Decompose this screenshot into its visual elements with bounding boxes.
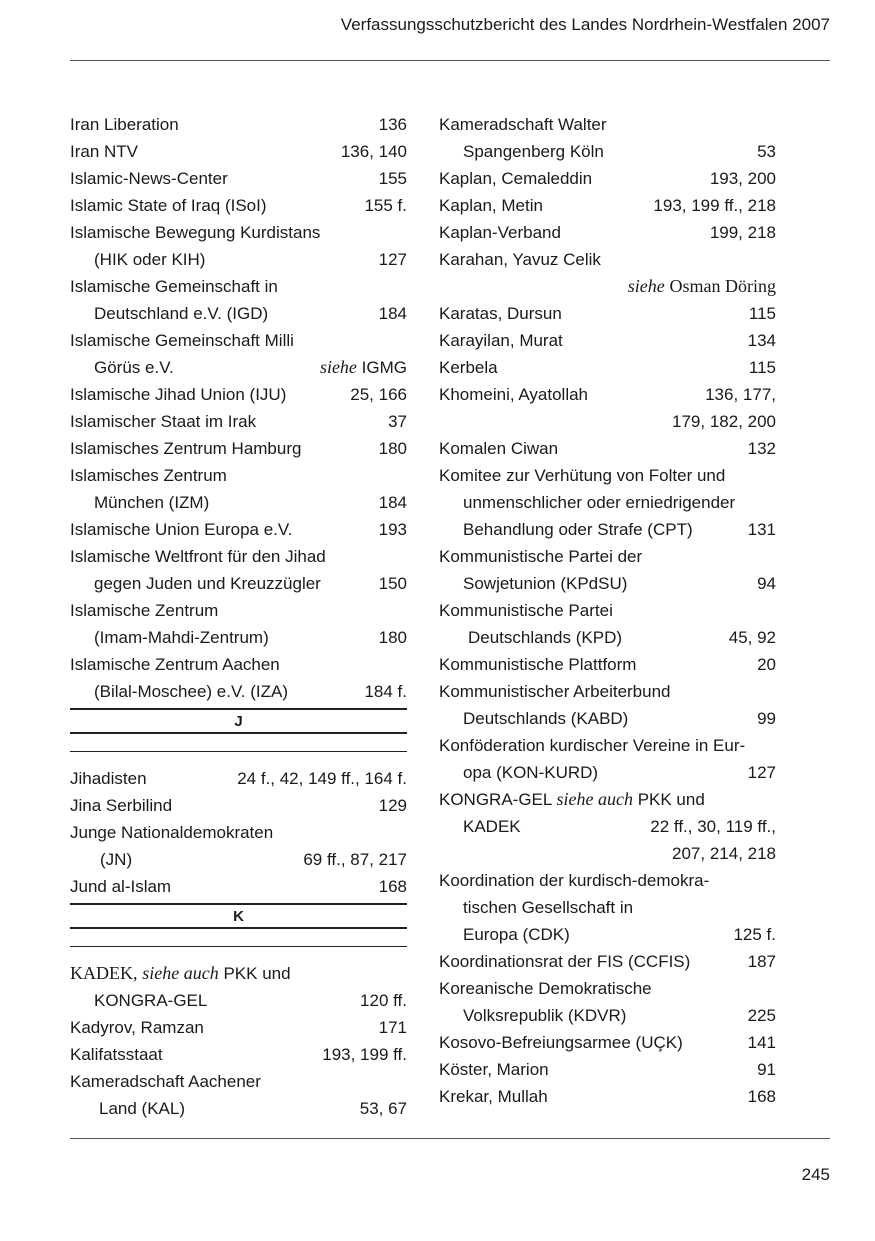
page-ref: 184 [378,304,407,323]
page-ref: 171 [378,1018,407,1037]
index-entry-continuation [70,354,407,381]
index-entry [439,543,776,570]
page-ref: 150 [378,574,407,593]
index-entry [70,1014,407,1041]
entry-text: Kaplan, Cemaleddin [439,169,593,188]
index-entry [439,1056,776,1083]
index-entry [70,543,407,570]
entry-text: Komalen Ciwan [439,439,559,458]
entry-text: Islamische Union Europa e.V. [70,520,293,539]
index-entry [439,192,776,219]
entry-text: unmenschlicher oder erniedrigender [463,493,736,512]
page-ref: 131 [747,520,776,539]
entry-text: Kalifatsstaat [70,1045,163,1064]
page-ref [628,273,776,300]
page-ref: 207, 214, 218 [672,844,776,863]
entry-text: Islamic State of Iraq (ISoI) [70,196,267,215]
index-entry-continuation [439,489,776,516]
index-entry [70,873,407,900]
index-entry [70,165,407,192]
page-ref: 136, 140 [340,142,407,161]
entry-text: KADEK [463,817,521,836]
entry-text: KADEK, [70,963,138,983]
page-ref: 127 [747,763,776,782]
index-entry-continuation [439,273,776,300]
index-entry [70,651,407,678]
entry-text: tischen Gesellschaft in [463,898,634,917]
page-ref: 193, 200 [709,169,776,188]
index-entry [439,975,776,1002]
page-ref: 53 [757,142,776,161]
index-entry-continuation [70,678,407,705]
siehe-reference: siehe [627,276,665,296]
index-entry-continuation [439,138,776,165]
index-entry [70,462,407,489]
page-ref: 155 f. [364,196,407,215]
entry-text: Iran Liberation [70,115,179,134]
index-entry-continuation [439,759,776,786]
entry-text: Kaplan, Metin [439,196,543,215]
index-entry [439,435,776,462]
entry-text: Islamic-News-Center [70,169,228,188]
entry-text: Kommunistische Partei der [439,547,643,566]
page-ref: 25, 166 [350,385,407,404]
entry-text: Kosovo-Befreiungsarmee (UÇK) [439,1033,683,1052]
page-ref: 193, 199 ff., 218 [653,196,776,215]
index-entry [70,219,407,246]
index-entry-continuation [70,624,407,651]
entry-text: Jihadisten [70,769,147,788]
index-entry-continuation [70,1095,407,1122]
entry-text: KONGRA-GEL [439,790,552,809]
index-entry [439,678,776,705]
page-ref: 99 [757,709,776,728]
index-entry [439,1029,776,1056]
entry-text: Behandlung oder Strafe (CPT) [463,520,693,539]
page-ref: 168 [378,877,407,896]
index-entry-continuation [439,624,776,651]
entry-text: Kadyrov, Ramzan [70,1018,204,1037]
entry-text: Islamisches Zentrum [70,466,227,485]
index-entry-continuation [70,300,407,327]
index-entry [70,327,407,354]
index-column-left [70,111,407,1122]
siehe-reference: siehe [319,357,357,377]
page-ref: 22 ff., 30, 119 ff., [650,817,776,836]
entry-text: Kerbela [439,358,498,377]
entry-text: Islamische Zentrum [70,601,219,620]
entry-text: Köster, Marion [439,1060,549,1079]
page-ref: 136, 177, [705,385,776,404]
entry-text: Deutschlands (KPD) [468,628,623,647]
index-entry [439,246,776,273]
page-ref: 141 [747,1033,776,1052]
index-entry [70,960,407,987]
index-entry-continuation [439,570,776,597]
page-ref: 127 [378,250,407,269]
entry-text: Deutschlands (KABD) [463,709,629,728]
index-entry-continuation [70,987,407,1014]
entry-text: (JN) [100,850,133,869]
entry-text: Sowjetunion (KPdSU) [463,574,628,593]
entry-text: Karahan, Yavuz Celik [439,250,601,269]
index-entry [70,408,407,435]
entry-text: Kommunistischer Arbeiterbund [439,682,671,701]
index-entry [439,1083,776,1110]
page-ref: 225 [747,1006,776,1025]
index-entry [70,819,407,846]
running-header: Verfassungsschutzbericht des Landes Nordrhein-Westfalen 2007 [340,15,830,34]
entry-text: Islamische Weltfront für den Jihad [70,547,326,566]
entry-text: Jina Serbilind [70,796,173,815]
index-entry [70,381,407,408]
index-entry [439,354,776,381]
index-entry-continuation [439,1002,776,1029]
index-entry-continuation [439,516,776,543]
entry-text: Islamisches Zentrum Hamburg [70,439,302,458]
entry-text: KONGRA-GEL [94,991,208,1010]
index-entry [439,597,776,624]
entry-text: Krekar, Mullah [439,1087,548,1106]
index-entry-continuation [439,840,776,867]
page-ref: 184 [378,493,407,512]
entry-text: (Bilal-Moschee) e.V. (IZA) [94,682,288,701]
entry-text: Karayilan, Murat [439,331,563,350]
index-entry [70,765,407,792]
index-entry-continuation [439,408,776,435]
index-entry [439,381,776,408]
index-entry [439,867,776,894]
entry-text: Land (KAL) [99,1099,185,1118]
page-ref: 136 [378,115,407,134]
index-entry [70,111,407,138]
index-entry [70,597,407,624]
index-entry [70,1068,407,1095]
index-entry [439,165,776,192]
page-ref: 24 f., 42, 149 ff., 164 f. [237,769,407,788]
index-entry [70,138,407,165]
cross-ref-target: IGMG [361,358,407,377]
entry-text: Junge Nationaldemokraten [70,823,274,842]
page-ref [320,354,407,381]
entry-text: Europa (CDK) [463,925,570,944]
entry-text: Karatas, Dursun [439,304,562,323]
entry-text: (Imam-Mahdi-Zentrum) [94,628,269,647]
index-entry [70,273,407,300]
index-entry [439,462,776,489]
page-ref: 193, 199 ff. [322,1045,407,1064]
page-ref: 179, 182, 200 [672,412,776,431]
page-ref: 180 [378,439,407,458]
index-column-right [439,111,776,1110]
page-ref: 168 [747,1087,776,1106]
index-entry [439,219,776,246]
entry-text: München (IZM) [94,493,210,512]
section-letter: K [233,908,244,925]
index-entry-continuation [70,570,407,597]
entry-text: Görüs e.V. [94,358,174,377]
index-entry-continuation [70,489,407,516]
entry-text: Deutschland e.V. (IGD) [94,304,269,323]
entry-text: gegen Juden und Kreuzzügler [94,574,321,593]
index-entry-continuation [70,846,407,873]
page-ref: 91 [757,1060,776,1079]
page-ref: 184 f. [364,682,407,701]
page-ref: 132 [747,439,776,458]
entry-text: Khomeini, Ayatollah [439,385,589,404]
index-entry [70,192,407,219]
index-entry-continuation [439,921,776,948]
entry-text: (HIK oder KIH) [94,250,206,269]
page-ref: 180 [378,628,407,647]
cross-ref-target: PKK und [223,964,291,983]
section-letter-k [70,903,407,947]
entry-text: Volksrepublik (KDVR) [463,1006,627,1025]
page-ref: 134 [747,331,776,350]
index-entry [439,300,776,327]
index-entry [439,327,776,354]
siehe-auch-reference: siehe auch [556,789,633,809]
page-ref: 193 [378,520,407,539]
entry-text: Koordination der kurdisch-demokra- [439,871,710,890]
entry-text: opa (KON-KURD) [463,763,599,782]
page-ref: 155 [378,169,407,188]
entry-text: Kameradschaft Walter [439,115,607,134]
siehe-auch-reference: siehe auch [142,963,219,983]
entry-text: Spangenberg Köln [463,142,604,161]
entry-text: Komitee zur Verhütung von Folter und [439,466,726,485]
page-ref: 37 [388,412,407,431]
index-entry [439,948,776,975]
entry-text: Islamische Gemeinschaft in [70,277,278,296]
page-ref: 115 [748,358,776,377]
entry-text: Kaplan-Verband [439,223,561,242]
section-letter-j [70,708,407,752]
index-entry [70,1041,407,1068]
page-ref: 187 [747,952,776,971]
entry-text: Islamische Zentrum Aachen [70,655,280,674]
entry-text: Kameradschaft Aachener [70,1072,261,1091]
page-ref: 129 [378,796,407,815]
section-letter: J [234,713,243,730]
entry-text: Konföderation kurdischer Vereine in Eur- [439,736,746,755]
page-ref: 199, 218 [709,223,776,242]
index-entry [70,792,407,819]
page-ref: 69 ff., 87, 217 [303,850,407,869]
cross-ref-target: Osman Döring [669,276,776,296]
index-entry [439,651,776,678]
index-entry-continuation [439,894,776,921]
index-entry [439,732,776,759]
index-entry-continuation [70,246,407,273]
entry-text: Koordinationsrat der FIS (CCFIS) [439,952,691,971]
entry-text: Jund al-Islam [70,877,172,896]
entry-text: Islamische Bewegung Kurdistans [70,223,321,242]
index-entry-continuation [439,813,776,840]
page-ref: 20 [757,655,776,674]
page-ref: 53, 67 [359,1099,407,1118]
page-ref: 115 [748,304,776,323]
footer-divider [70,1138,830,1139]
cross-ref-target: PKK und [637,790,705,809]
page-ref: 125 f. [733,925,776,944]
page-ref: 120 ff. [360,991,407,1010]
header-divider [70,60,830,61]
page-ref: 94 [757,574,776,593]
index-entry [70,435,407,462]
page-number: 245 [801,1165,830,1184]
entry-text: Islamischer Staat im Irak [70,412,257,431]
entry-text: Islamische Gemeinschaft Milli [70,331,294,350]
index-entry [70,516,407,543]
entry-text: Kommunistische Plattform [439,655,637,674]
index-entry-continuation [439,705,776,732]
index-entry [439,111,776,138]
entry-text: Iran NTV [70,142,139,161]
entry-text: Kommunistische Partei [439,601,613,620]
page-ref: 45, 92 [728,628,776,647]
index-entry [439,786,776,813]
entry-text: Koreanische Demokratische [439,979,652,998]
entry-text: Islamische Jihad Union (IJU) [70,385,287,404]
